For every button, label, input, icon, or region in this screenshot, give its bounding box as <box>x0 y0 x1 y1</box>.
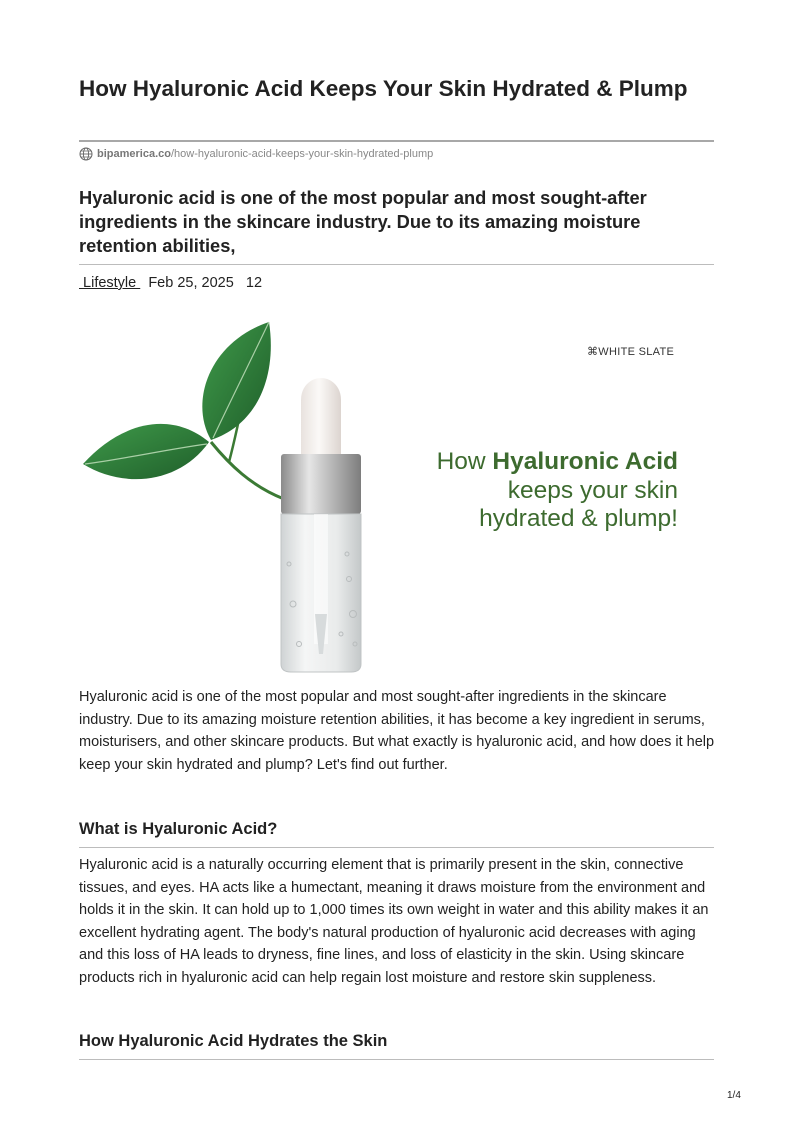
source-url[interactable] <box>79 147 433 161</box>
globe-icon <box>79 147 93 161</box>
title-divider <box>79 140 714 142</box>
hero-headline <box>437 448 678 534</box>
dropper-bulb <box>301 378 341 454</box>
source-path[interactable]: /how-hyaluronic-acid-keeps-your-skin-hydrated-plump <box>170 148 434 160</box>
hero-line-3: hydrated & plump! <box>479 505 678 532</box>
publish-date: Feb 25, 2025 <box>148 275 234 291</box>
subtitle-divider <box>79 264 714 265</box>
page-number: 1/4 <box>727 1090 741 1101</box>
serum-cap <box>281 454 361 514</box>
category-link[interactable]: Lifestyle <box>79 275 141 291</box>
hero-line-2: keeps your skin <box>507 476 678 504</box>
leaf-stem <box>211 442 284 499</box>
article-subtitle: Hyaluronic acid is one of the most popular and most sought-after ingredients in the skincare industry. Due to its amazing moisture retention abilities, <box>79 187 647 256</box>
section2-divider <box>79 1059 714 1060</box>
brand-logo: ⌘WHITE SLATE <box>587 346 675 358</box>
article-title: How Hyaluronic Acid Keeps Your Skin Hydrated & Plump <box>79 76 688 101</box>
section1-divider <box>79 847 714 848</box>
article-meta <box>79 275 262 291</box>
section-heading-what-is: What is Hyaluronic Acid? <box>79 820 278 838</box>
intro-paragraph: Hyaluronic acid is one of the most popular and most sought-after ingredients in the skincare industry. Due to its amazing moisture retention abilities, it has become a key ingredient in serums, moisturisers, and other skincare products. But what exactly is hyaluronic acid, and how does it help keep your skin hydrated and plump? Let's find out further. <box>79 689 715 773</box>
leaf-left <box>83 424 209 479</box>
section1-paragraph: Hyaluronic acid is a naturally occurring element that is primarily present in the skin, connective tissues, and eyes. HA acts like a humectant, meaning it draws moisture from the environment and holds it in the skin. It can hold up to 1,000 times its own weight in water and this ability makes it an excellent hydrating agent. The body's natural production of hyaluronic acid decreases with aging and this loss of HA leads to dryness, fine lines, and loss of elasticity in the skin. Using skincare products rich in hyaluronic acid can help regain lost moisture and restore skin suppleness. <box>79 857 709 986</box>
hero-line-1: How Hyaluronic Acid <box>436 448 678 475</box>
section-heading-hydrates: How Hyaluronic Acid Hydrates the Skin <box>79 1032 388 1050</box>
view-count: 12 <box>245 275 263 291</box>
source-domain[interactable]: bipamerica.co <box>97 148 171 160</box>
